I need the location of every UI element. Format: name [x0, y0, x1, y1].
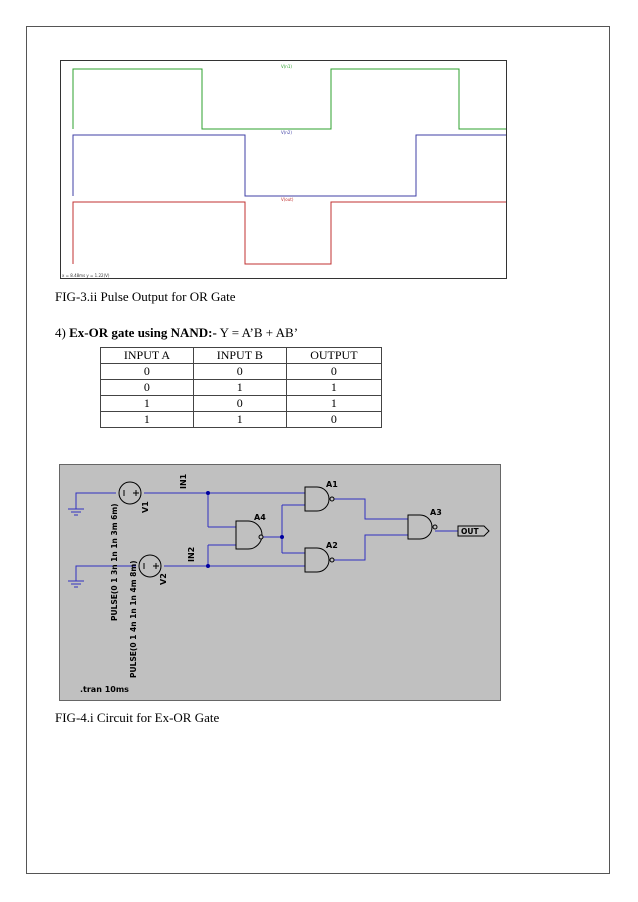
table-cell: 1	[193, 412, 286, 428]
junction-dot	[206, 564, 210, 568]
table-cell: 1	[193, 380, 286, 396]
table-cell: 0	[286, 412, 381, 428]
section-number: 4)	[55, 325, 66, 340]
table-cell: 1	[286, 380, 381, 396]
junction-dot	[280, 535, 284, 539]
gate-label-a2: A2	[326, 541, 338, 550]
wire-a1-to-a3	[332, 499, 408, 519]
table-cell: 0	[193, 364, 286, 380]
trace-vn2	[73, 135, 506, 196]
table-cell: 0	[101, 380, 194, 396]
net-label-in2: IN2	[187, 546, 196, 562]
circuit-schematic	[59, 464, 501, 701]
table-cell: 1	[101, 396, 194, 412]
table-row	[101, 380, 382, 396]
trace-vout	[73, 202, 506, 264]
waveform-svg	[61, 61, 506, 278]
source-label-v2: V2	[159, 573, 168, 585]
junction-dot	[206, 491, 210, 495]
section-title: Ex-OR gate using NAND:-	[69, 325, 217, 340]
header-input-b: INPUT B	[193, 348, 286, 364]
truth-table	[100, 347, 382, 428]
table-cell: 1	[101, 412, 194, 428]
truth-table-header	[101, 348, 382, 364]
pulse-spec-v2: PULSE(0 1 4n 1n 1n 4m 8m)	[129, 560, 138, 678]
table-cell: 0	[101, 364, 194, 380]
voltage-source-icon	[139, 555, 161, 577]
wire-a2-to-a3	[332, 535, 408, 560]
pulse-spec-v1: PULSE(0 1 3n 1n 1n 3m 6m)	[110, 503, 119, 621]
section-heading	[55, 325, 298, 341]
source-label-v1: V1	[141, 501, 150, 513]
table-row	[101, 364, 382, 380]
tran-directive: .tran 10ms	[80, 685, 129, 694]
gate-label-a4: A4	[254, 513, 266, 522]
figure-caption-4: FIG-4.i Circuit for Ex-OR Gate	[55, 710, 220, 725]
waveform-plot	[60, 60, 507, 279]
table-row	[101, 412, 382, 428]
ground-icon	[68, 581, 84, 587]
trace-label-vout: V(out)	[281, 197, 294, 202]
trace-vn1	[73, 69, 506, 129]
header-input-a: INPUT A	[101, 348, 194, 364]
header-output: OUTPUT	[286, 348, 381, 364]
nand-gate-icon	[408, 515, 437, 539]
gate-label-a3: A3	[430, 508, 442, 517]
nand-gate-icon	[236, 521, 263, 549]
nand-gate-icon	[305, 487, 334, 511]
circuit-svg	[60, 465, 500, 700]
figure-caption-3: FIG-3.ii Pulse Output for OR Gate	[55, 289, 236, 304]
table-cell: 0	[286, 364, 381, 380]
output-label: OUT	[461, 527, 479, 536]
gate-label-a1: A1	[326, 480, 338, 489]
cursor-coordinates: x = 8.48ms y = 1.22(V)	[62, 273, 110, 278]
table-row	[101, 396, 382, 412]
trace-label-vn1: V(n1)	[281, 64, 292, 69]
ground-icon	[68, 509, 84, 515]
table-cell: 1	[286, 396, 381, 412]
voltage-source-icon	[119, 482, 141, 504]
net-label-in1: IN1	[179, 473, 188, 489]
wire-v2-ground	[76, 566, 136, 581]
nand-gate-icon	[305, 548, 334, 572]
trace-label-vn2: V(n2)	[281, 130, 292, 135]
section-equation: Y = A’B + AB’	[216, 325, 299, 340]
table-cell: 0	[193, 396, 286, 412]
